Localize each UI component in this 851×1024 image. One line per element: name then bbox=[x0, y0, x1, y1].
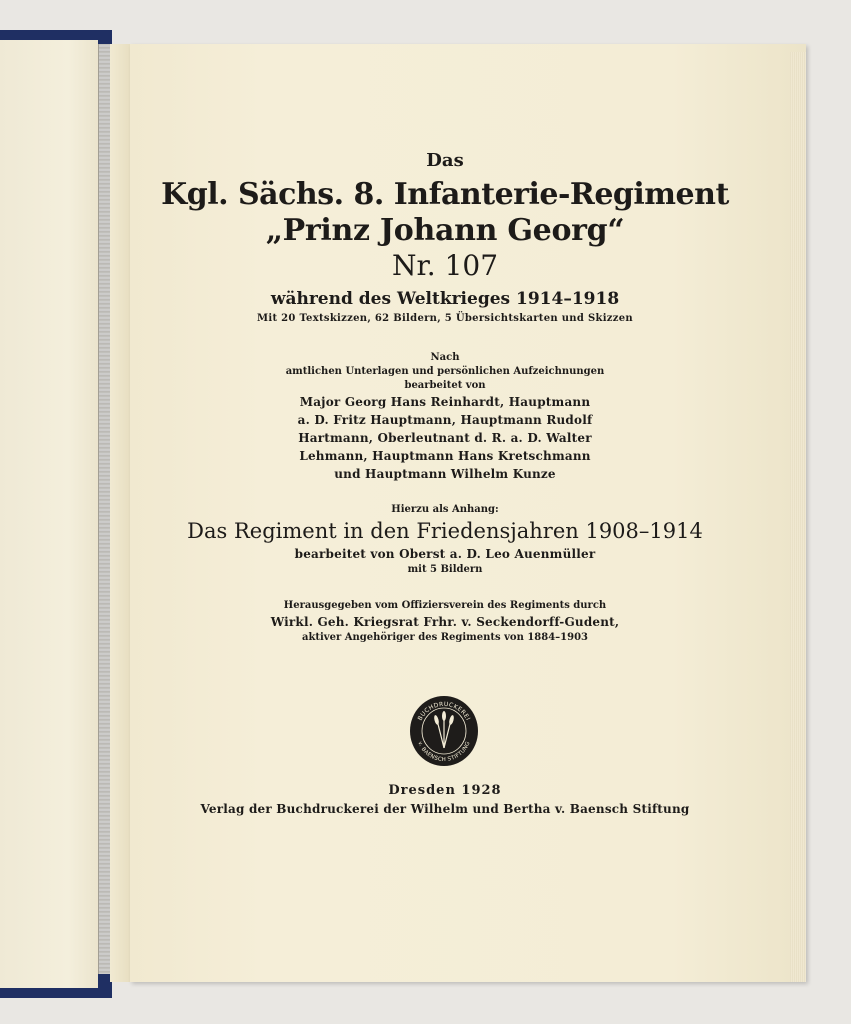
title-article: Das bbox=[426, 150, 464, 171]
imprint-city-year: Dresden 1928 bbox=[388, 783, 502, 798]
authors-line: Hartmann, Oberleutnant d. R. a. D. Walter bbox=[298, 431, 592, 445]
imprint-publisher: Verlag der Buchdruckerei der Wilhelm und Bertha v. Baensch Stiftung bbox=[200, 802, 690, 816]
authors-line: bearbeitet von bbox=[404, 380, 486, 391]
publisher-note-line: aktiver Angehöriger des Regiments von 1884–1903 bbox=[301, 632, 588, 643]
appendix-images: mit 5 Bildern bbox=[407, 564, 483, 575]
publisher-note-line: Herausgegeben vom Offiziersverein des Regiments durch bbox=[283, 600, 607, 611]
authors-line: Major Georg Hans Reinhardt, Hauptmann bbox=[299, 395, 591, 409]
authors-line: und Hauptmann Wilhelm Kunze bbox=[334, 467, 556, 481]
endpaper bbox=[0, 40, 98, 988]
appendix-editor: bearbeitet von Oberst a. D. Leo Auenmüller bbox=[294, 547, 596, 561]
authors-line: Lehmann, Hauptmann Hans Kretschmann bbox=[299, 449, 591, 463]
appendix-title: Das Regiment in den Friedensjahren 1908–1914 bbox=[187, 519, 703, 543]
subtitle: während des Weltkrieges 1914–1918 bbox=[270, 289, 620, 309]
title-line-2: „Prinz Johann Georg“ bbox=[265, 213, 625, 248]
appendix-intro: Hierzu als Anhang: bbox=[391, 504, 499, 515]
title-block bbox=[150, 150, 740, 645]
printer-emblem-icon bbox=[407, 694, 481, 768]
authors-line: a. D. Fritz Hauptmann, Hauptmann Rudolf bbox=[297, 413, 593, 427]
authors-block bbox=[150, 351, 740, 483]
authors-line: amtlichen Unterlagen und persönlichen Aufzeichnungen bbox=[285, 366, 605, 377]
emblem-top-text: BUCHDRUCKEREI bbox=[416, 700, 472, 722]
page-edges bbox=[790, 52, 806, 982]
title-line-1: Kgl. Sächs. 8. Infanterie-Regiment bbox=[161, 177, 729, 212]
authors-line: Nach bbox=[430, 352, 460, 363]
publisher-note-line: Wirkl. Geh. Kriegsrat Frhr. v. Seckendorff-Gudent, bbox=[270, 615, 620, 629]
publisher-note bbox=[150, 599, 740, 645]
emblem-bottom-text: v. BAENSCH STIFTUNG bbox=[416, 740, 472, 764]
appendix-block bbox=[150, 503, 740, 577]
title-line-3: Nr. 107 bbox=[391, 249, 499, 282]
contents-note: Mit 20 Textskizzen, 62 Bildern, 5 Übersichtskarten und Skizzen bbox=[256, 313, 633, 324]
imprint bbox=[150, 782, 740, 818]
